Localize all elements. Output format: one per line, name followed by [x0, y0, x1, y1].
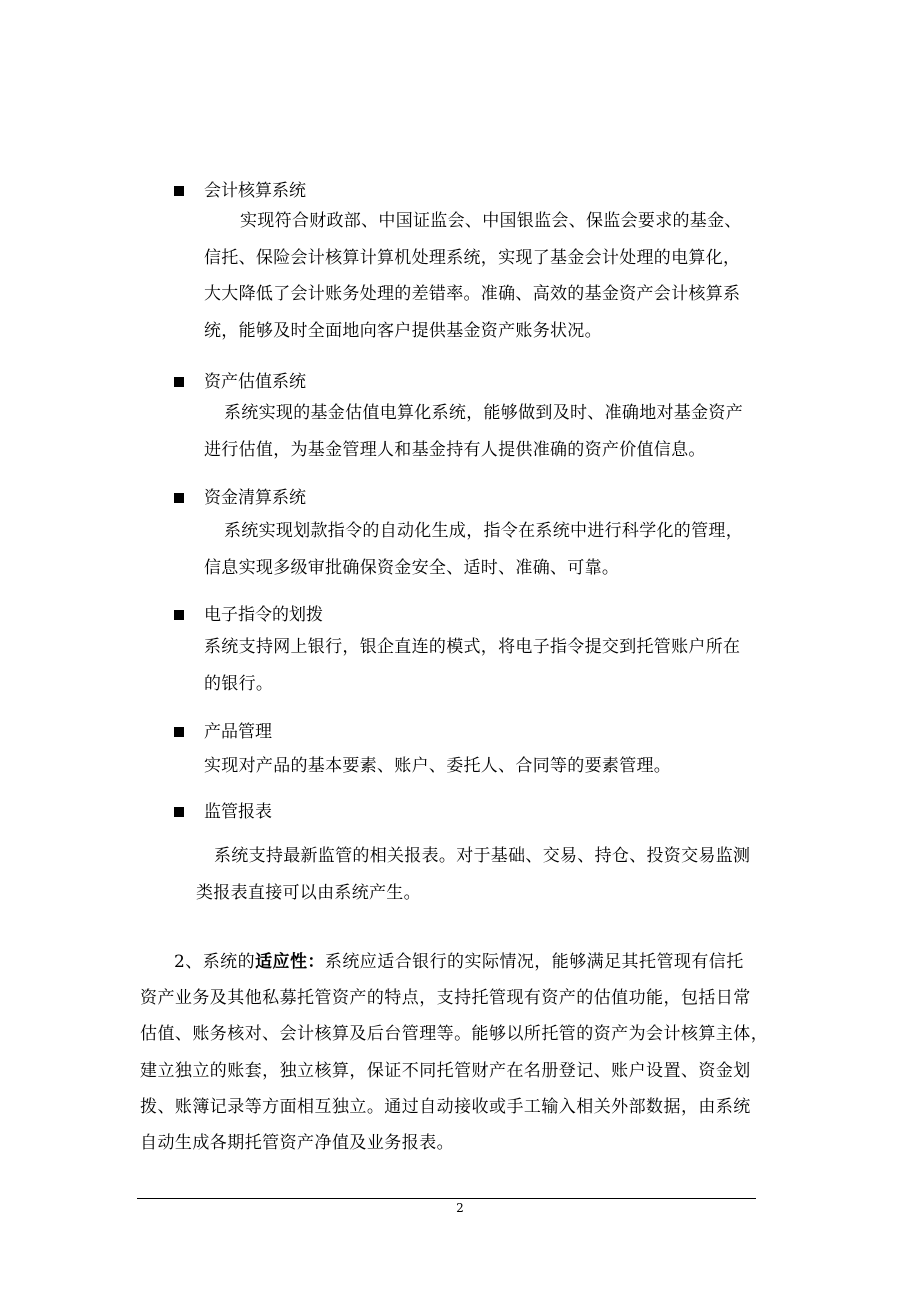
body-line: 信托、保险会计核算计算机处理系统，实现了基金会计处理的电算化，: [204, 247, 741, 268]
section-valuation-body: [204, 395, 743, 468]
body-line: 系统实现的基金估值电算化系统，能够做到及时、准确地对基金资产: [224, 403, 743, 423]
adaptability-keyword: 适应性：: [255, 952, 325, 972]
body-line: 系统支持最新监管的相关报表。对于基础、交易、持仓、投资交易监测: [214, 846, 751, 866]
body-line: 建立独立的账套，独立核算，保证不同托管财产在名册登记、账户设置、资金划: [140, 1060, 751, 1081]
body-line: 估值、账务核对、会计核算及后台管理等。能够以所托管的资产为会计核算主体，: [140, 1024, 769, 1045]
body-line: 实现对产品的基本要素、账户、委托人、合同等的要素管理。: [204, 756, 672, 776]
adaptability-first-line: [140, 944, 768, 980]
section-accounting-body: [204, 203, 742, 349]
body-line: 类报表直接可以由系统产生。: [196, 882, 421, 903]
section-clearing-body: [204, 513, 743, 586]
body-line: 自动生成各期托管资产净值及业务报表。: [140, 1133, 455, 1154]
section-product-body: [204, 748, 671, 785]
page-number: 2: [456, 1201, 464, 1215]
footer-divider: [137, 1198, 756, 1199]
body-line: 进行估值，为基金管理人和基金持有人提供准确的资产价值信息。: [204, 439, 706, 460]
square-bullet-icon: [174, 727, 184, 737]
section-title: 监管报表: [204, 802, 272, 822]
adaptability-paragraph: [140, 944, 768, 1161]
body-line: 拨、账簿记录等方面相互独立。通过自动接收或手工输入相关外部数据，由系统: [140, 1096, 751, 1117]
section-title: 会计核算系统: [204, 181, 306, 201]
square-bullet-icon: [174, 377, 184, 387]
body-line: 实现符合财政部、中国证监会、中国银监会、保监会要求的基金、: [240, 211, 742, 231]
section-title: 产品管理: [204, 722, 272, 742]
body-line: 信息实现多级审批确保资金安全、适时、准确、可靠。: [204, 557, 620, 578]
section-report-body: [196, 838, 750, 911]
body-line: 资产业务及其他私募托管资产的特点，支持托管现有资产的估值功能，包括日常: [140, 988, 751, 1009]
square-bullet-icon: [174, 610, 184, 620]
section-title: 电子指令的划拨: [204, 605, 323, 625]
section-title: 资金清算系统: [204, 488, 306, 508]
body-line: 统，能够及时全面地向客户提供基金资产账务状况。: [204, 320, 602, 341]
square-bullet-icon: [174, 186, 184, 196]
body-line: 系统支持网上银行，银企直连的模式，将电子指令提交到托管账户所在: [204, 637, 741, 657]
square-bullet-icon: [174, 807, 184, 817]
adaptability-first-line-rest: 系统应适合银行的实际情况，能够满足其托管现有信托: [324, 952, 744, 972]
adaptability-prefix: 2、系统的: [174, 952, 256, 972]
section-transfer-body: [204, 629, 740, 702]
body-line: 大大降低了会计账务处理的差错率。准确、高效的基金资产会计核算系: [204, 284, 741, 304]
section-title: 资产估值系统: [204, 372, 306, 392]
body-line: 系统实现划款指令的自动化生成，指令在系统中进行科学化的管理，: [224, 521, 743, 541]
body-line: 的银行。: [204, 673, 274, 694]
square-bullet-icon: [174, 493, 184, 503]
